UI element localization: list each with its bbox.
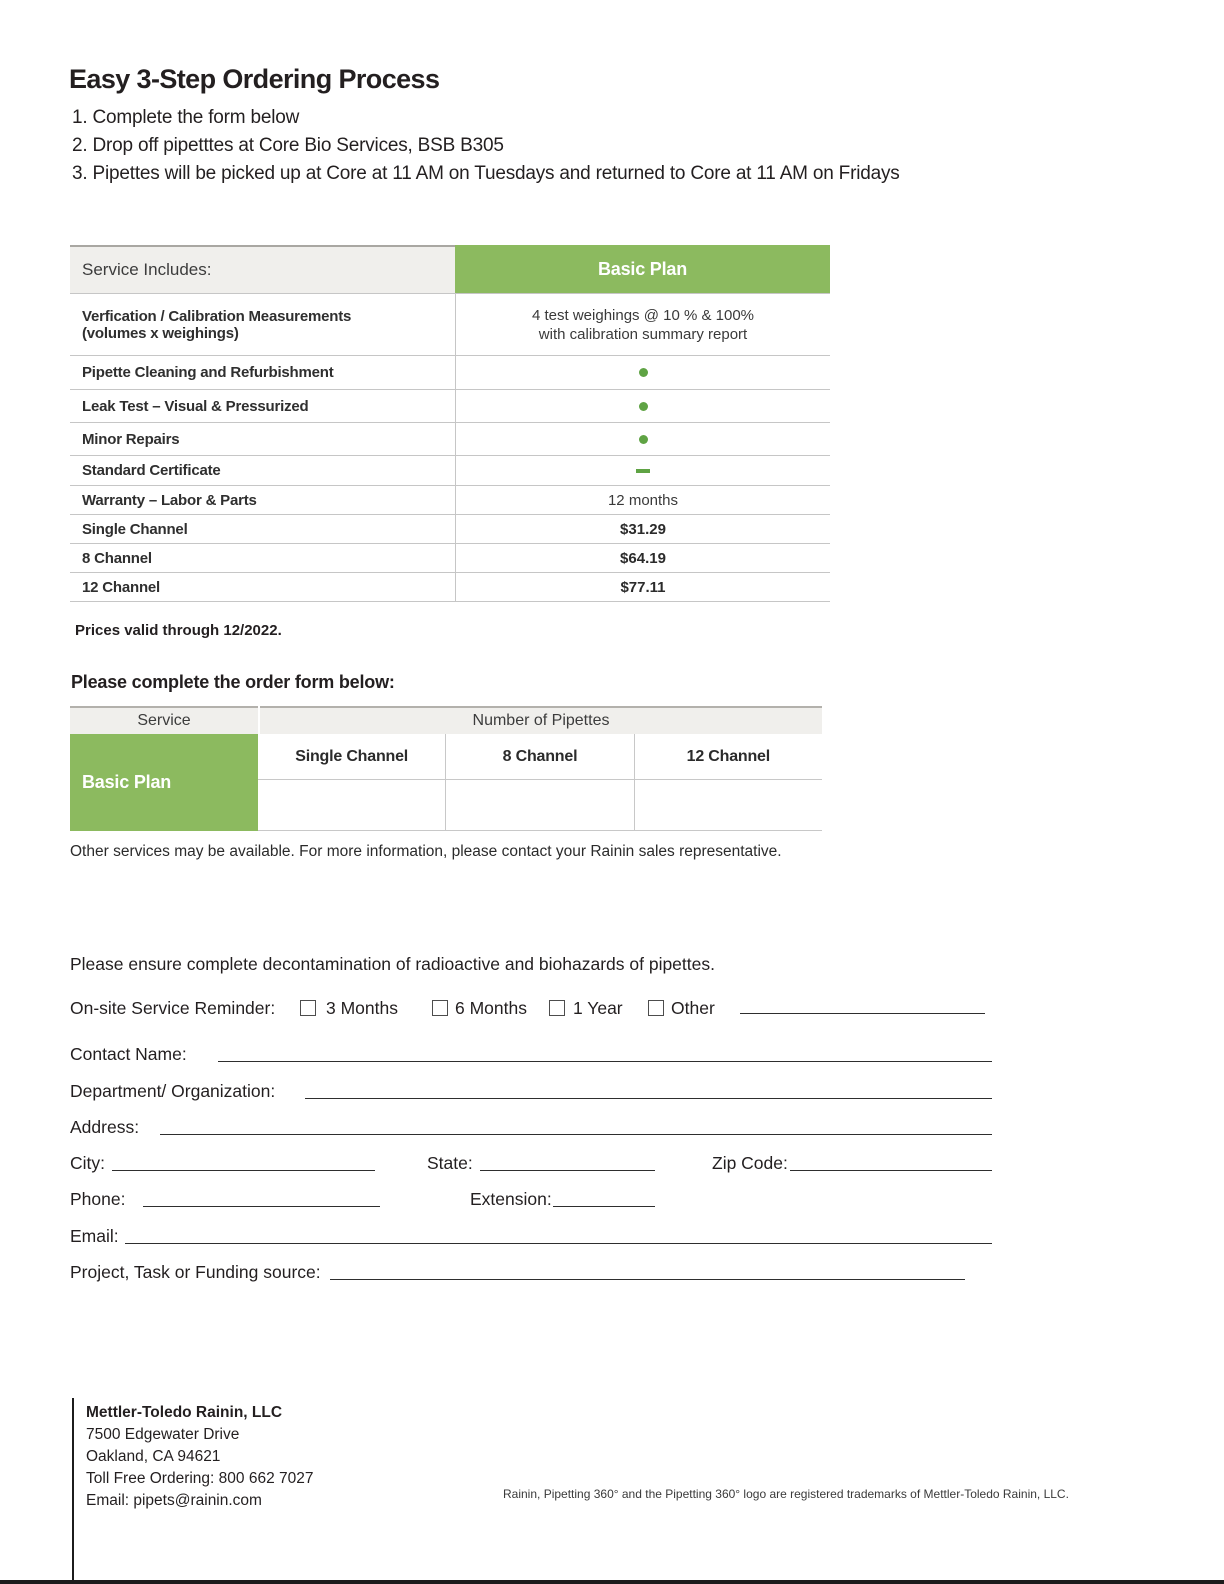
contact-name-line[interactable] — [218, 1042, 992, 1062]
row-label: Minor Repairs — [82, 430, 180, 448]
email-label: Email: — [70, 1226, 119, 1246]
3-months-checkbox[interactable] — [300, 1000, 316, 1016]
phone-extension-row — [70, 1189, 1000, 1215]
table-row — [70, 485, 830, 514]
company-city: Oakland, CA 94621 — [86, 1448, 221, 1465]
other-label: Other — [671, 998, 715, 1018]
company-name: Mettler-Toledo Rainin, LLC — [86, 1404, 283, 1421]
row-price: $64.19 — [455, 544, 830, 572]
1-year-checkbox[interactable] — [549, 1000, 565, 1016]
table-row — [70, 543, 830, 572]
extension-label: Extension: — [470, 1189, 552, 1209]
other-write-in-line[interactable] — [740, 994, 985, 1014]
basic-plan-cell: Basic Plan — [70, 734, 258, 831]
company-address-block — [86, 1402, 313, 1512]
department-label: Department/ Organization: — [70, 1081, 276, 1101]
address-line[interactable] — [160, 1115, 992, 1135]
row-label-line1: Verfication / Calibration Measurements — [82, 307, 352, 325]
table-row — [70, 389, 830, 422]
row-price: $77.11 — [455, 573, 830, 601]
pricing-table — [70, 245, 830, 602]
city-line[interactable] — [112, 1151, 375, 1171]
trademark-note: Rainin, Pipetting 360° and the Pipetting 360° logo are registered trademarks of Mettler-Toledo Rainin, LLC. — [503, 1487, 1069, 1501]
row-value: 12 months — [455, 486, 830, 514]
department-row — [70, 1081, 1000, 1107]
12-channel-qty-cell[interactable] — [635, 780, 822, 830]
project-row — [70, 1262, 1000, 1288]
project-line[interactable] — [330, 1260, 965, 1280]
table-row — [70, 514, 830, 543]
city-state-zip-row — [70, 1153, 1000, 1179]
other-services-note: Other services may be available. For more information, please contact your Rainin sales representative. — [70, 843, 782, 860]
row-label: 8 Channel — [82, 549, 152, 567]
department-line[interactable] — [305, 1079, 992, 1099]
row-label-line2: (volumes x weighings) — [82, 324, 239, 342]
step-2: 2. Drop off pipetttes at Core Bio Services, BSB B305 — [72, 135, 504, 156]
other-checkbox[interactable] — [648, 1000, 664, 1016]
table-row — [70, 422, 830, 455]
phone-label: Phone: — [70, 1189, 126, 1209]
row-value — [455, 423, 830, 455]
order-table-header — [70, 706, 822, 734]
step-1: 1. Complete the form below — [72, 107, 300, 128]
row-label: Warranty – Labor & Parts — [82, 491, 257, 509]
contact-name-label: Contact Name: — [70, 1044, 187, 1064]
city-label: City: — [70, 1153, 105, 1173]
pipette-columns — [258, 734, 822, 831]
step-3: 3. Pipettes will be picked up at Core at 11 AM on Tuesdays and returned to Core at 11 AM on Fridays — [72, 163, 900, 184]
basic-plan-header: Basic Plan — [455, 245, 830, 293]
row-label: Standard Certificate — [82, 462, 221, 479]
8-channel-header: 8 Channel — [446, 734, 634, 779]
extension-line[interactable] — [553, 1187, 655, 1207]
service-column-header: Service — [70, 706, 258, 734]
contact-name-row — [70, 1044, 1000, 1070]
email-line[interactable] — [125, 1224, 992, 1244]
row-value-line2: with calibration summary report — [538, 325, 748, 343]
quantity-entry-row — [258, 780, 822, 831]
table-row — [70, 572, 830, 601]
company-email: Email: pipets@rainin.com — [86, 1492, 262, 1509]
row-label: Leak Test – Visual & Pressurized — [82, 397, 309, 415]
8-channel-qty-cell[interactable] — [446, 780, 634, 830]
pricing-table-header — [70, 245, 830, 293]
channel-subheader-row — [258, 734, 822, 780]
email-row — [70, 1226, 1000, 1252]
company-street: 7500 Edgewater Drive — [86, 1426, 240, 1443]
page-title: Easy 3-Step Ordering Process — [69, 64, 440, 94]
included-dot-icon — [639, 368, 648, 377]
row-label: Pipette Cleaning and Refurbishment — [82, 364, 334, 381]
project-label: Project, Task or Funding source: — [70, 1262, 321, 1282]
row-value — [455, 456, 830, 485]
row-value — [455, 294, 830, 355]
6-months-label: 6 Months — [455, 998, 527, 1018]
zip-label: Zip Code: — [712, 1153, 788, 1173]
row-value — [455, 390, 830, 422]
footer-divider — [72, 1398, 74, 1584]
row-label: Single Channel — [82, 520, 188, 538]
row-price: $31.29 — [455, 515, 830, 543]
table-row — [70, 455, 830, 485]
3-months-label: 3 Months — [326, 998, 398, 1018]
order-table-body — [70, 734, 822, 831]
row-label: 12 Channel — [82, 578, 161, 596]
service-reminder-row — [70, 998, 1000, 1024]
state-line[interactable] — [480, 1151, 655, 1171]
table-row — [70, 293, 830, 355]
address-row — [70, 1117, 1000, 1143]
state-label: State: — [427, 1153, 473, 1173]
row-value — [455, 356, 830, 389]
included-dot-icon — [639, 402, 648, 411]
number-of-pipettes-header: Number of Pipettes — [260, 706, 822, 734]
page-bottom-edge — [0, 1580, 1224, 1584]
address-label: Address: — [70, 1117, 140, 1137]
table-row — [70, 355, 830, 389]
single-channel-header: Single Channel — [258, 734, 446, 779]
phone-line[interactable] — [143, 1187, 380, 1207]
ordering-steps — [72, 104, 900, 188]
single-channel-qty-cell[interactable] — [258, 780, 446, 830]
decontamination-note: Please ensure complete decontamination of radioactive and biohazards of pipettes. — [70, 954, 715, 974]
6-months-checkbox[interactable] — [432, 1000, 448, 1016]
order-table — [70, 706, 822, 831]
prices-valid-note: Prices valid through 12/2022. — [75, 622, 282, 639]
service-includes-header: Service Includes: — [70, 245, 455, 293]
dash-icon — [636, 469, 650, 473]
row-value-line1: 4 test weighings @ 10 % & 100% — [531, 306, 755, 324]
row-label — [70, 294, 455, 355]
included-dot-icon — [639, 435, 648, 444]
reminder-label: On-site Service Reminder: — [70, 998, 276, 1018]
1-year-label: 1 Year — [573, 998, 623, 1018]
zip-line[interactable] — [790, 1151, 992, 1171]
12-channel-header: 12 Channel — [686, 747, 770, 765]
order-form-heading: Please complete the order form below: — [71, 672, 395, 692]
company-phone: Toll Free Ordering: 800 662 7027 — [86, 1470, 314, 1487]
